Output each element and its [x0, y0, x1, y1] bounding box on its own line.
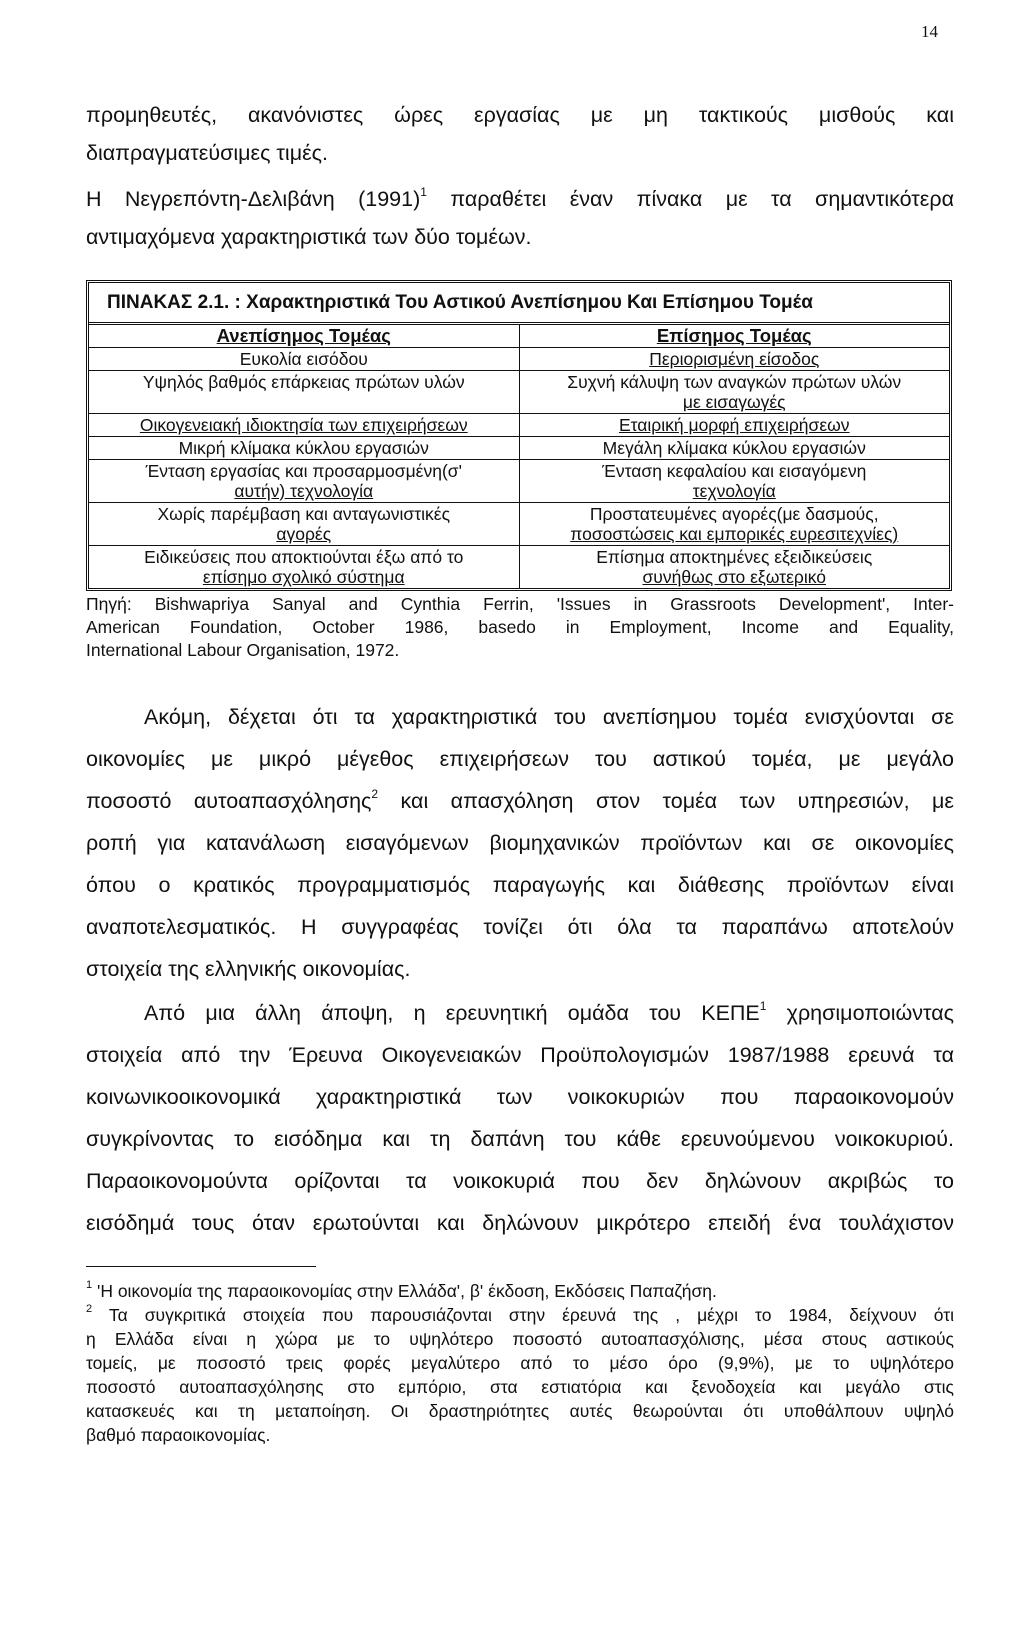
features-table	[89, 325, 949, 588]
text-line	[86, 180, 954, 218]
cell-text: με εισαγωγές	[682, 392, 786, 412]
text-line: εισόδημά τους όταν ερωτούνται και δηλώνουν μικρότερο επειδή ένα τουλάχιστον	[86, 1211, 954, 1235]
cell-text: ποσοστώσεις και εμπορικές ευρεσιτεχνίες)	[570, 524, 899, 544]
text-fragment: ποσοστό αυτοαπασχόλησης	[86, 789, 372, 813]
cell-text: Μεγάλη κλίμακα κύκλου εργασιών	[602, 438, 866, 458]
header-formal	[519, 325, 949, 348]
text-line	[86, 992, 954, 1034]
table-source	[86, 593, 954, 662]
table-row	[89, 437, 949, 460]
text-line	[86, 1303, 954, 1327]
text-line: κατασκευές και τη μεταποίηση. Οι δραστηριότητες αυτές θεωρούνται ότι υποθάλπουν υψηλό	[86, 1401, 954, 1421]
table-title: ΠΙΝΑΚΑΣ 2.1. : Χαρακτηριστικά Του Αστικού Ανεπίσημου Και Επίσημου Τομέα	[89, 283, 949, 325]
header-text: Ανεπίσημος Τομέας	[216, 325, 391, 346]
cell-formal	[519, 460, 949, 503]
cell-formal	[519, 437, 949, 460]
cell-formal	[519, 348, 949, 371]
text-line: American Foundation, October 1986, basedo in Employment, Income and Equality,	[86, 617, 954, 637]
cell-text: Ειδικεύσεις που αποκτιούνται έξω από το	[144, 547, 464, 567]
cell-text: Εταιρική μορφή επιχειρήσεων	[618, 415, 850, 435]
text-line: Παραοικονομούντα ορίζονται τα νοικοκυριά που δεν δηλώνουν ακριβώς το	[86, 1169, 954, 1193]
text-line: συγκρίνοντας το εισόδημα και τη δαπάνη του κάθε ερευνούμενου νοικοκυριού.	[86, 1127, 954, 1151]
table-row	[89, 414, 949, 437]
intro-paragraph-2	[86, 180, 954, 256]
text-fragment: παραθέτει έναν πίνακα με τα σημαντικότερα	[426, 187, 954, 211]
text-line: οικονομίες με μικρό μέγεθος επιχειρήσεων του αστικού τομέα, με μεγάλο	[86, 747, 954, 771]
text-line: Πηγή: Bishwapriya Sanyal and Cynthia Ferrin, 'Issues in Grassroots Development', Inter-	[86, 594, 954, 614]
text-line: αντιμαχόμενα χαρακτηριστικά των δύο τομέων.	[86, 225, 532, 249]
cell-formal	[519, 503, 949, 546]
cell-text: τεχνολογία	[692, 481, 776, 501]
header-text: Επίσημος Τομέας	[656, 325, 812, 346]
text-line: βαθμό παραοικονομίας.	[86, 1425, 271, 1445]
header-informal	[89, 325, 519, 348]
cell-text: αγορές	[276, 524, 332, 544]
cell-informal	[89, 460, 519, 503]
text-line: International Labour Organisation, 1972.	[86, 640, 400, 660]
table-row	[89, 460, 949, 503]
text-line: διαπραγματεύσιμες τιμές.	[86, 141, 329, 165]
text-fragment: Από μια άλλη άποψη, η ερευνητική ομάδα του ΚΕΠΕ	[144, 1001, 760, 1025]
cell-text: επίσημο σχολικό σύστημα	[202, 567, 405, 587]
cell-text: Υψηλός βαθμός επάρκειας πρώτων υλών	[142, 372, 465, 392]
cell-text: αυτήν) τεχνολογία	[234, 481, 374, 501]
cell-informal	[89, 437, 519, 460]
text-line: Ακόμη, δέχεται ότι τα χαρακτηριστικά του ανεπίσημου τομέα ενισχύονται σε	[144, 705, 954, 729]
cell-formal	[519, 546, 949, 589]
text-line	[86, 780, 954, 822]
cell-informal	[89, 414, 519, 437]
footnote-separator	[86, 1266, 316, 1267]
footnote-ref: 1	[759, 999, 767, 1013]
text-line: ποσοστό αυτοαπασχόλησης στο εμπόριο, στα εστιατόρια και ξενοδοχεία και μεγάλο στις	[86, 1377, 954, 1397]
table-header-row	[89, 325, 949, 348]
text-line: στοιχεία από την Έρευνα Οικογενειακών Προϋπολογισμών 1987/1988 ερευνά τα	[86, 1043, 954, 1067]
text-line: όπου ο κρατικός προγραμματισμός παραγωγής και διάθεσης προϊόντων είναι	[86, 873, 954, 897]
footnote-2	[86, 1303, 954, 1447]
footnote-1	[86, 1279, 954, 1303]
cell-text: Περιορισμένη είσοδος	[649, 349, 820, 369]
cell-informal	[89, 546, 519, 589]
page-number: 14	[921, 22, 938, 41]
page-content	[86, 96, 954, 1447]
footnote-ref: 1	[420, 185, 427, 199]
table-row	[89, 546, 949, 589]
cell-formal	[519, 371, 949, 414]
footnote-marker: 1	[86, 1279, 93, 1291]
text-line: ροπή για κατανάλωση εισαγόμενων βιομηχανικών προϊόντων και σε οικονομίες	[86, 831, 954, 855]
text-line: τομείς, με ποσοστό τρεις φορές μεγαλύτερο από το μέσο όρο (9,9%), με το υψηλότερο	[86, 1353, 954, 1373]
intro-paragraph-1	[86, 96, 954, 172]
cell-text: Συχνή κάλυψη των αναγκών πρώτων υλών	[567, 372, 902, 392]
cell-formal	[519, 414, 949, 437]
text-fragment: Η Νεγρεπόντη-Δελιβάνη (1991)	[86, 187, 421, 211]
cell-text: Ευκολία εισόδου	[239, 349, 368, 369]
footnote-marker: 2	[86, 1303, 93, 1315]
cell-text: Ένταση εργασίας και προσαρμοσμένη(σ'	[145, 461, 462, 481]
cell-text: συνήθως στο εξωτερικό	[642, 567, 826, 587]
cell-text: Μικρή κλίμακα κύκλου εργασιών	[178, 438, 429, 458]
cell-text: Ένταση κεφαλαίου και εισαγόμενη	[602, 461, 867, 481]
footnote-ref: 2	[371, 787, 379, 801]
text-line: αναποτελεσματικός. Η συγγραφέας τονίζει ότι όλα τα παραπάνω αποτελούν	[86, 915, 954, 939]
table-row	[89, 348, 949, 371]
table-row	[89, 503, 949, 546]
cell-text: Επίσημα αποκτημένες εξειδικεύσεις	[596, 547, 873, 567]
text-line	[86, 1279, 954, 1303]
cell-text: Χωρίς παρέμβαση και ανταγωνιστικές	[157, 504, 451, 524]
text-fragment: 'Η οικονομία της παραοικονομίας στην Ελλάδα', β' έκδοση, Εκδόσεις Παπαζήση.	[92, 1281, 717, 1301]
comparison-table	[86, 280, 952, 591]
text-line: κοινωνικοοικονομικά χαρακτηριστικά των νοικοκυριών που παραοικονομούν	[86, 1085, 954, 1109]
cell-informal	[89, 371, 519, 414]
text-line: στοιχεία της ελληνικής οικονομίας.	[86, 957, 411, 981]
text-fragment: και απασχόληση στον τομέα των υπηρεσιών, με	[378, 789, 955, 813]
cell-text: Προστατευμένες αγορές(με δασμούς,	[589, 504, 879, 524]
cell-text: Οικογενειακή ιδιοκτησία των επιχειρήσεων	[139, 415, 468, 435]
text-fragment: Τα συγκριτικά στοιχεία που παρουσιάζονται στην έρευνά της , μέχρι το 1984, δείχνουν ότι	[92, 1305, 954, 1325]
text-line: η Ελλάδα είναι η χώρα με το υψηλότερο ποσοστό αυτοαπασχόλισης, μέσα στους αστικούς	[86, 1329, 954, 1349]
table-row	[89, 371, 949, 414]
body-paragraph-1	[86, 696, 954, 990]
cell-informal	[89, 503, 519, 546]
text-fragment: χρησιμοποιώντας	[766, 1001, 955, 1025]
body-paragraph-2	[86, 992, 954, 1244]
cell-informal	[89, 348, 519, 371]
text-line: προμηθευτές, ακανόνιστες ώρες εργασίας με μη τακτικούς μισθούς και	[86, 103, 954, 127]
